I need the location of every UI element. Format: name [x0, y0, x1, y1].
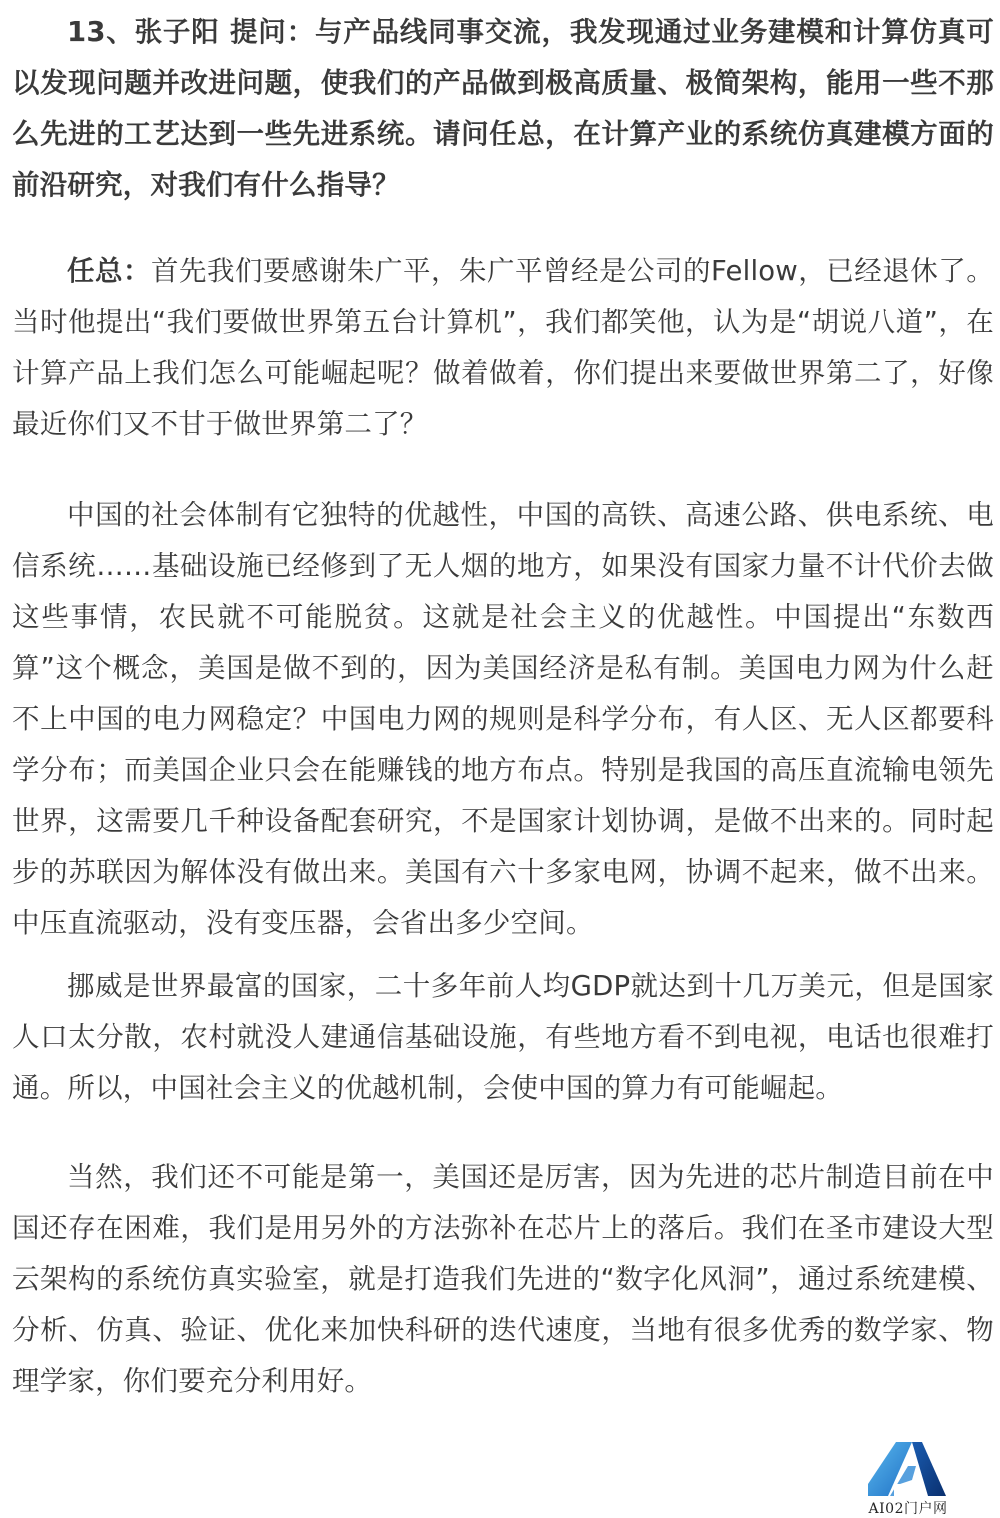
answer-paragraph-1 [12, 246, 994, 450]
answer-text-3: 挪威是世界最富的国家，二十多年前人均GDP就达到十几万美元，但是国家人口太分散，农村就没人建通信基础设施，有些地方看不到电视，电话也很难打通。所以，中国社会主义的优越机制，会使中国的算力有可能崛起。 [12, 970, 994, 1104]
site-watermark [858, 1440, 958, 1518]
question-paragraph [12, 7, 994, 211]
answer-paragraph-3 [12, 961, 994, 1114]
answer-text-1: 首先我们要感谢朱广平，朱广平曾经是公司的Fellow，已经退休了。当时他提出“我们要做世界第五台计算机”，我们都笑他，认为是“胡说八道”，在计算产品上我们怎么可能崛起呢？做着做着，你们提出来要做世界第二了，好像最近你们又不甘于做世界第二了？ [12, 255, 994, 440]
watermark-text: AI02门户网 [868, 1501, 948, 1517]
question-text: 与产品线同事交流，我发现通过业务建模和计算仿真可以发现问题并改进问题，使我们的产品做到极高质量、极简架构，能用一些不那么先进的工艺达到一些先进系统。请问任总，在计算产业的系统仿真建模方面的前沿研究，对我们有什么指导？ [12, 16, 994, 201]
letter-a-logo-icon [866, 1440, 950, 1500]
article-body [12, 0, 994, 1407]
answer-text-4: 当然，我们还不可能是第一，美国还是厉害，因为先进的芯片制造目前在中国还存在困难，我们是用另外的方法弥补在芯片上的落后。我们在圣市建设大型云架构的系统仿真实验室，就是打造我们先进的“数字化风洞”，通过系统建模、分析、仿真、验证、优化来加快科研的迭代速度，当地有很多优秀的数学家、物理学家，你们要充分利用好。 [12, 1161, 994, 1397]
answer-paragraph-4 [12, 1152, 994, 1407]
question-number-asker: 13、张子阳 提问： [67, 16, 315, 48]
answer-speaker: 任总： [67, 255, 151, 287]
answer-text-2: 中国的社会体制有它独特的优越性，中国的高铁、高速公路、供电系统、电信系统……基础设施已经修到了无人烟的地方，如果没有国家力量不计代价去做这些事情，农民就不可能脱贫。这就是社会主义的优越性。中国提出“东数西算”这个概念，美国是做不到的，因为美国经济是私有制。美国电力网为什么赶不上中国的电力网稳定？中国电力网的规则是科学分布，有人区、无人区都要科学分布；而美国企业只会在能赚钱的地方布点。特别是我国的高压直流输电领先世界，这需要几千种设备配套研究，不是国家计划协调，是做不出来的。同时起步的苏联因为解体没有做出来。美国有六十多家电网，协调不起来，做不出来。中压直流驱动，没有变压器，会省出多少空间。 [12, 499, 994, 939]
answer-paragraph-2 [12, 490, 994, 949]
